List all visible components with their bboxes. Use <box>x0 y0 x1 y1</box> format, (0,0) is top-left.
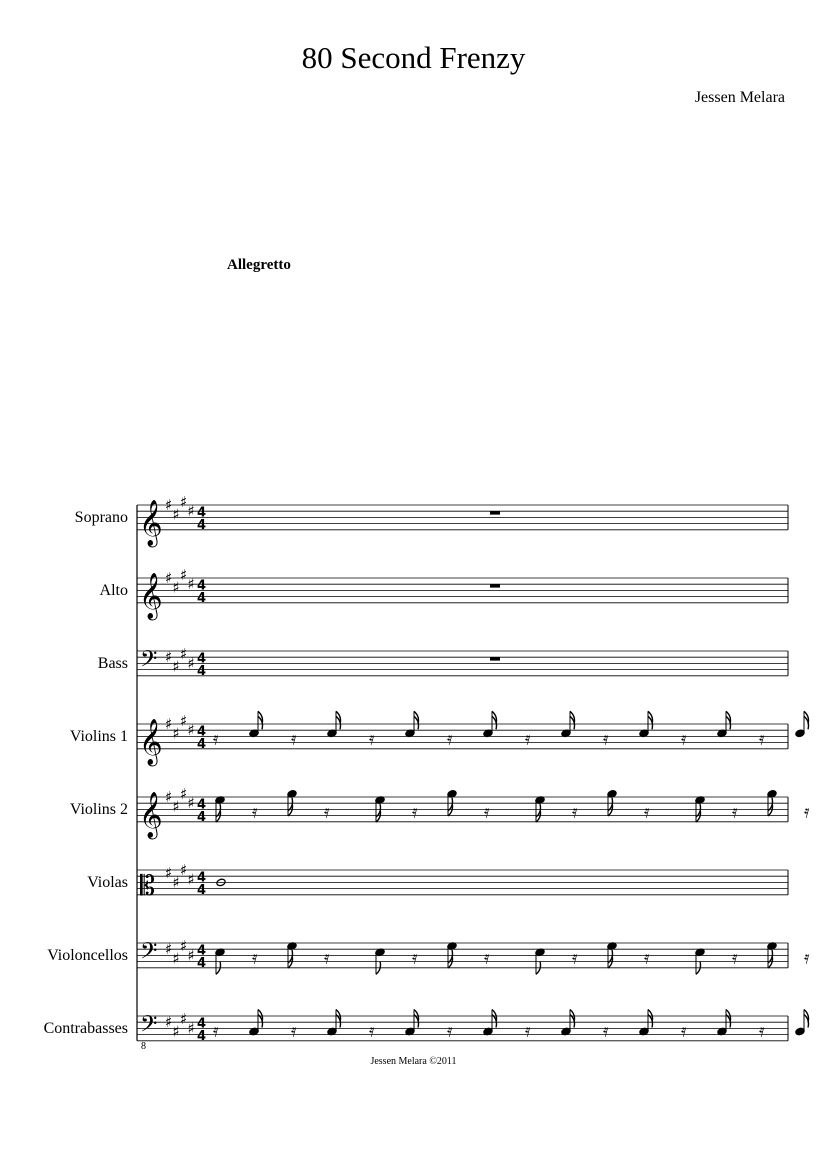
bass-clef-icon: 𝄢 <box>140 938 158 970</box>
sharp-icon: ♯ <box>172 657 180 676</box>
sixteenth-rest: 𝄿 <box>369 728 375 750</box>
bass-clef-icon: 𝄢 <box>140 1011 158 1043</box>
sharp-icon: ♯ <box>165 788 173 806</box>
whole-rest <box>490 584 500 587</box>
sharp-icon: ♯ <box>187 721 195 740</box>
measure-number: 8 <box>141 1041 146 1052</box>
sixteenth-rest: 𝄿 <box>525 728 531 750</box>
treble-clef-icon: 𝄞 <box>139 572 163 619</box>
sixteenth-rest: 𝄿 <box>252 947 258 969</box>
sharp-icon: ♯ <box>180 645 188 664</box>
composer-name: Jessen Melara <box>694 89 785 106</box>
time-signature: 4 <box>197 882 207 898</box>
sixteenth-rest: 𝄿 <box>759 728 765 750</box>
sharp-icon: ♯ <box>180 492 188 511</box>
sixteenth-rest: 𝄿 <box>572 947 578 969</box>
sharp-icon: ♯ <box>172 949 180 968</box>
sharp-icon: ♯ <box>187 502 195 521</box>
sixteenth-rest: 𝄿 <box>732 801 738 823</box>
time-signature: 4 <box>197 943 207 959</box>
staff-label-violins-1: Violins 1 <box>69 728 128 745</box>
sharp-icon: ♯ <box>165 569 173 587</box>
sixteenth-rest: 𝄿 <box>759 1020 765 1042</box>
sixteenth-rest: 𝄿 <box>447 1020 453 1042</box>
time-signature: 4 <box>197 505 207 521</box>
tempo-marking: Allegretto <box>227 257 291 273</box>
sixteenth-rest: 𝄿 <box>484 801 490 823</box>
sixteenth-rest: 𝄿 <box>644 947 650 969</box>
sharp-icon: ♯ <box>172 724 180 743</box>
sixteenth-rest: 𝄿 <box>644 801 650 823</box>
sixteenth-rest: 𝄿 <box>681 728 687 750</box>
alto-clef-icon: 𝄡 <box>140 870 156 902</box>
sharp-icon: ♯ <box>165 648 173 667</box>
sixteenth-rest: 𝄿 <box>291 728 297 750</box>
sixteenth-rest: 𝄿 <box>412 947 418 969</box>
sixteenth-rest: 𝄿 <box>324 801 330 823</box>
sharp-icon: ♯ <box>172 873 180 892</box>
sixteenth-rest: 𝄿 <box>484 947 490 969</box>
time-signature: 4 <box>197 736 207 752</box>
time-signature: 4 <box>197 578 207 594</box>
sixteenth-rest: 𝄿 <box>603 1020 609 1042</box>
whole-rest <box>490 511 500 514</box>
staff-label-violas: Violas <box>87 874 128 891</box>
sharp-icon: ♯ <box>187 654 195 673</box>
staff-label-contrabasses: Contrabasses <box>43 1020 128 1037</box>
staff-label-violins-2: Violins 2 <box>69 801 128 818</box>
sharp-icon: ♯ <box>172 1022 180 1041</box>
sharp-icon: ♯ <box>180 784 188 803</box>
sixteenth-rest: 𝄿 <box>213 1020 219 1042</box>
sharp-icon: ♯ <box>180 861 188 879</box>
sharp-icon: ♯ <box>165 864 173 883</box>
sixteenth-rest: 𝄿 <box>572 801 578 823</box>
time-signature: 4 <box>197 590 207 606</box>
time-signature: 4 <box>197 809 207 825</box>
time-signature: 4 <box>197 517 207 533</box>
sharp-icon: ♯ <box>187 870 195 889</box>
time-signature: 4 <box>197 651 207 667</box>
sharp-icon: ♯ <box>187 575 195 594</box>
treble-clef-icon: 𝄞 <box>139 791 163 838</box>
time-signature: 4 <box>197 955 207 971</box>
time-signature: 4 <box>197 870 207 886</box>
sharp-icon: ♯ <box>165 940 173 959</box>
time-signature: 4 <box>197 797 207 813</box>
score-title: 80 Second Frenzy <box>301 40 526 75</box>
sixteenth-rest: 𝄿 <box>412 801 418 823</box>
time-signature: 4 <box>197 724 207 740</box>
sixteenth-rest: 𝄿 <box>732 947 738 969</box>
staff-label-soprano: Soprano <box>74 509 128 526</box>
staff-label-bass: Bass <box>97 655 128 672</box>
sharp-icon: ♯ <box>172 578 180 597</box>
sixteenth-rest: 𝄿 <box>804 947 810 969</box>
sixteenth-rest: 𝄿 <box>213 728 219 750</box>
time-signature: 4 <box>197 1016 207 1032</box>
copyright-footer: Jessen Melara ©2011 <box>370 1056 457 1067</box>
sixteenth-rest: 𝄿 <box>291 1020 297 1042</box>
sharp-icon: ♯ <box>165 496 173 514</box>
sixteenth-rest: 𝄿 <box>324 947 330 969</box>
sharp-icon: ♯ <box>180 937 188 956</box>
sixteenth-rest: 𝄿 <box>525 1020 531 1042</box>
sharp-icon: ♯ <box>187 1019 195 1038</box>
sixteenth-rest: 𝄿 <box>681 1020 687 1042</box>
sharp-icon: ♯ <box>180 1010 188 1029</box>
sixteenth-rest: 𝄿 <box>603 728 609 750</box>
treble-clef-icon: 𝄞 <box>139 718 163 765</box>
staff-label-alto: Alto <box>99 582 128 599</box>
sharp-icon: ♯ <box>172 505 180 524</box>
sharp-icon: ♯ <box>187 794 195 813</box>
sharp-icon: ♯ <box>180 565 188 584</box>
sharp-icon: ♯ <box>172 797 180 816</box>
sharp-icon: ♯ <box>180 711 188 730</box>
sharp-icon: ♯ <box>187 946 195 965</box>
sharp-icon: ♯ <box>165 715 173 733</box>
treble-clef-icon: 𝄞 <box>139 499 163 546</box>
sixteenth-rest: 𝄿 <box>804 801 810 823</box>
whole-rest <box>490 657 500 660</box>
sharp-icon: ♯ <box>165 1013 173 1032</box>
time-signature: 4 <box>197 1028 207 1044</box>
staff-label-violoncellos: Violoncellos <box>47 947 128 964</box>
sixteenth-rest: 𝄿 <box>447 728 453 750</box>
time-signature: 4 <box>197 663 207 679</box>
sixteenth-rest: 𝄿 <box>252 801 258 823</box>
bass-clef-icon: 𝄢 <box>140 646 158 678</box>
sixteenth-rest: 𝄿 <box>369 1020 375 1042</box>
